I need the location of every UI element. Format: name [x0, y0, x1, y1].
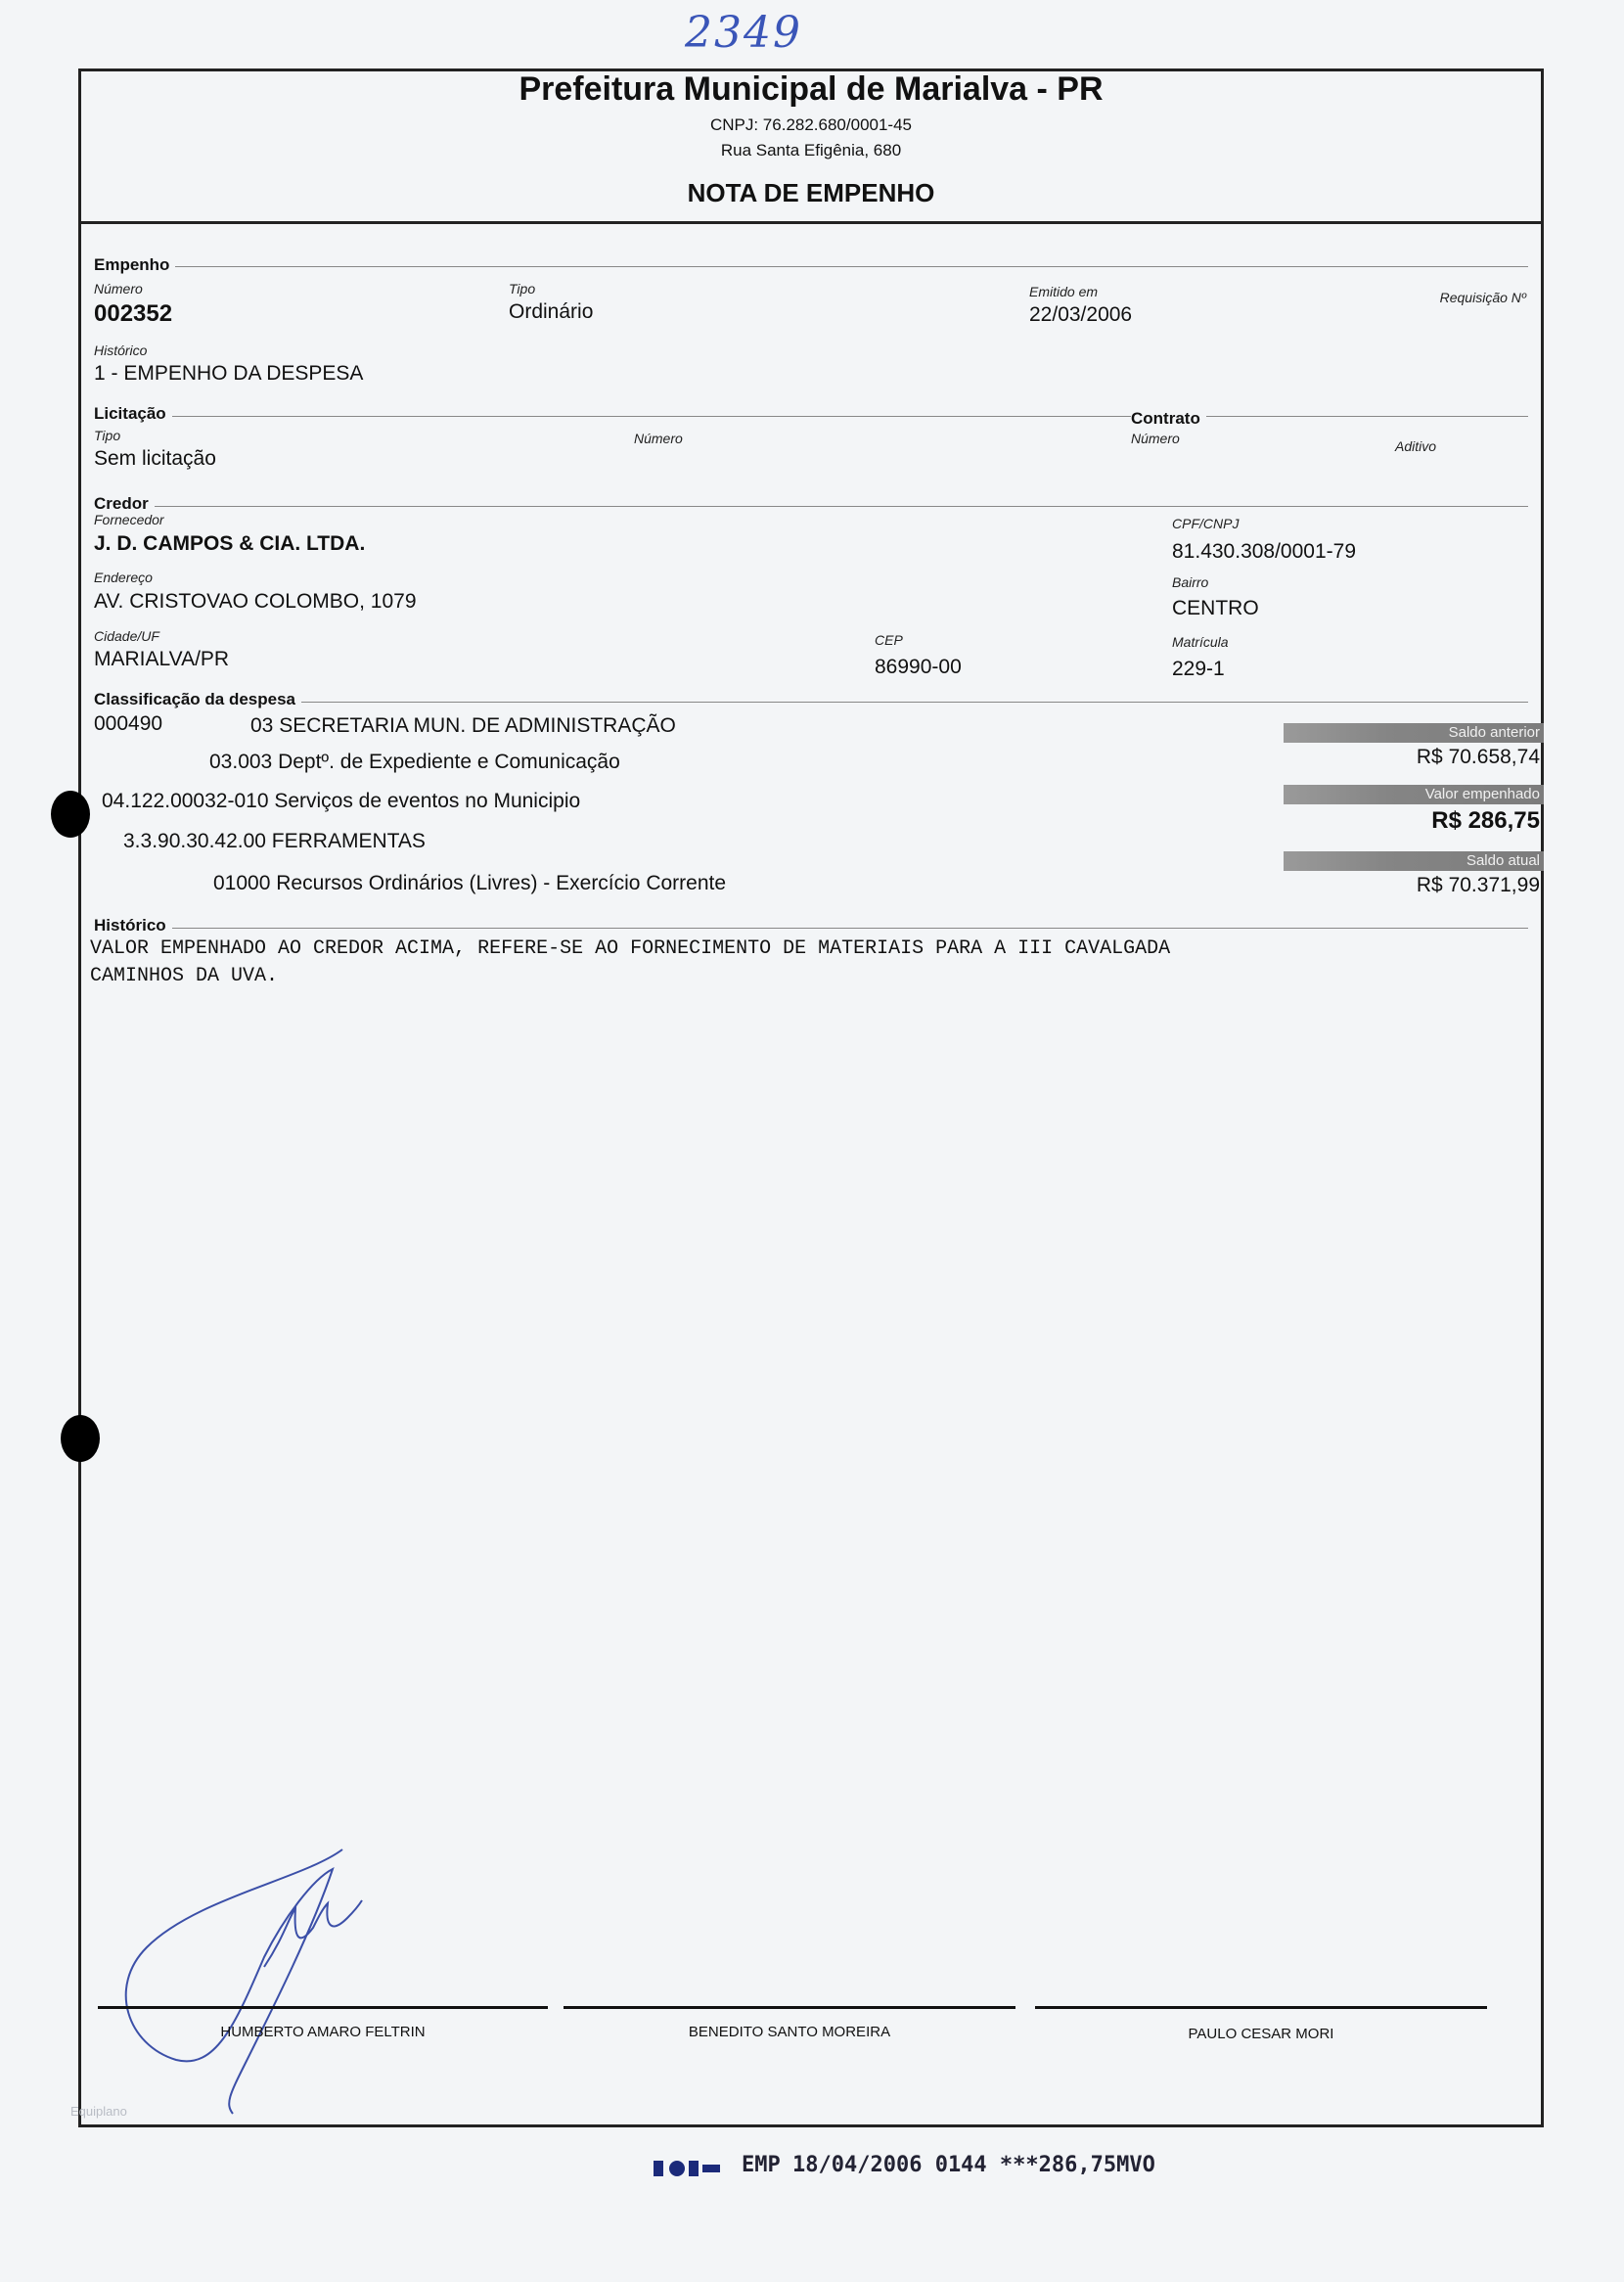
classificacao-rule — [94, 702, 1528, 703]
bairro-label: Bairro — [1172, 574, 1209, 590]
saldo-atual-bar: Saldo atual — [1284, 851, 1544, 871]
signature-name-3: PAULO CESAR MORI — [1188, 2026, 1334, 2042]
footer-stamp: 18/04/2006 0144 ***286,75MVO — [792, 2153, 1155, 2177]
signature-scribble — [117, 1840, 430, 2133]
cidade-value: MARIALVA/PR — [94, 648, 230, 670]
equiplano-watermark: Equiplano — [70, 2104, 127, 2119]
empenho-historico: 1 - EMPENHO DA DESPESA — [94, 362, 364, 385]
saldo-anterior-value: R$ 70.658,74 — [1416, 746, 1540, 768]
empenho-heading: Empenho — [94, 255, 175, 275]
cpf-value: 81.430.308/0001-79 — [1172, 540, 1357, 563]
address-text: Rua Santa Efigênia, 680 — [720, 141, 902, 160]
endereco-value: AV. CRISTOVAO COLOMBO, 1079 — [94, 590, 417, 613]
cpf-label: CPF/CNPJ — [1172, 516, 1240, 531]
valor-empenhado-value: R$ 286,75 — [1431, 807, 1540, 834]
footer-mark: EMP — [742, 2153, 781, 2177]
signature-line-2 — [564, 2006, 1015, 2009]
page-title: Prefeitura Municipal de Marialva - PR — [519, 70, 1104, 108]
secretaria-text: 03 SECRETARIA MUN. DE ADMINISTRAÇÃO — [250, 714, 676, 737]
fornecedor-value: J. D. CAMPOS & CIA. LTDA. — [94, 532, 366, 555]
programa-text: 04.122.00032-010 Serviços de eventos no Municipio — [102, 790, 581, 812]
valor-empenhado-bar: Valor empenhado — [1284, 785, 1544, 804]
punch-hole-bottom — [61, 1415, 100, 1462]
historico-heading: Histórico — [94, 916, 172, 936]
handwritten-page-number: 2349 — [685, 8, 802, 58]
empenho-number: 002352 — [94, 300, 173, 327]
departamento-text: 03.003 Deptº. de Expediente e Comunicação — [209, 751, 620, 773]
cnpj-text: CNPJ: 76.282.680/0001-45 — [709, 115, 913, 134]
credor-heading: Credor — [94, 494, 155, 514]
licitacao-tipo-label: Tipo — [94, 428, 121, 443]
punch-hole-top — [51, 791, 90, 838]
cep-label: CEP — [875, 632, 903, 648]
signature-name-2: BENEDITO SANTO MOREIRA — [688, 2024, 891, 2040]
endereco-label: Endereço — [94, 570, 153, 585]
emitido-date: 22/03/2006 — [1029, 303, 1133, 326]
historico-rule — [94, 928, 1528, 929]
credor-rule — [94, 506, 1528, 507]
tipo-label: Tipo — [509, 281, 536, 297]
historico-line-1: VALOR EMPENHADO AO CREDOR ACIMA, REFERE-SE AO FORNECIMENTO DE MATERIAIS PARA A III CAVALGADA — [90, 937, 1171, 960]
licitacao-heading: Licitação — [94, 404, 172, 424]
empenho-rule — [94, 266, 1528, 267]
signature-line-1 — [98, 2006, 548, 2009]
cep-value: 86990-00 — [875, 656, 962, 678]
saldo-anterior-bar: Saldo anterior — [1284, 723, 1544, 743]
emitido-label: Emitido em — [1029, 284, 1099, 299]
contrato-heading: Contrato — [1131, 409, 1206, 429]
requisicao-label: Requisição Nº — [1439, 290, 1526, 305]
contrato-aditivo-label: Aditivo — [1395, 438, 1437, 454]
recurso-text: 01000 Recursos Ordinários (Livres) - Exercício Corrente — [213, 872, 727, 894]
licitacao-rule — [94, 416, 1528, 417]
bairro-value: CENTRO — [1172, 597, 1259, 619]
matricula-label: Matrícula — [1172, 634, 1229, 650]
licitacao-tipo: Sem licitação — [94, 447, 216, 470]
historico-line-2: CAMINHOS DA UVA. — [90, 965, 279, 987]
signature-line-3 — [1035, 2006, 1487, 2009]
historico-label: Histórico — [94, 342, 148, 358]
elemento-text: 3.3.90.30.42.00 FERRAMENTAS — [123, 830, 426, 852]
contrato-numero-label: Número — [1131, 431, 1180, 446]
matricula-value: 229-1 — [1172, 658, 1225, 680]
classificacao-code: 000490 — [94, 712, 163, 735]
signature-name-1: HUMBERTO AMARO FELTRIN — [220, 2024, 426, 2040]
saldo-atual-value: R$ 70.371,99 — [1416, 874, 1540, 896]
document-title: NOTA DE EMPENHO — [687, 178, 935, 207]
header-divider — [78, 221, 1544, 224]
licitacao-numero-label: Número — [634, 431, 683, 446]
empenho-tipo: Ordinário — [509, 300, 594, 323]
fornecedor-label: Fornecedor — [94, 512, 164, 527]
footer-logo-icon — [654, 2157, 722, 2185]
classificacao-heading: Classificação da despesa — [94, 690, 301, 709]
cidade-label: Cidade/UF — [94, 628, 159, 644]
numero-label: Número — [94, 281, 143, 297]
